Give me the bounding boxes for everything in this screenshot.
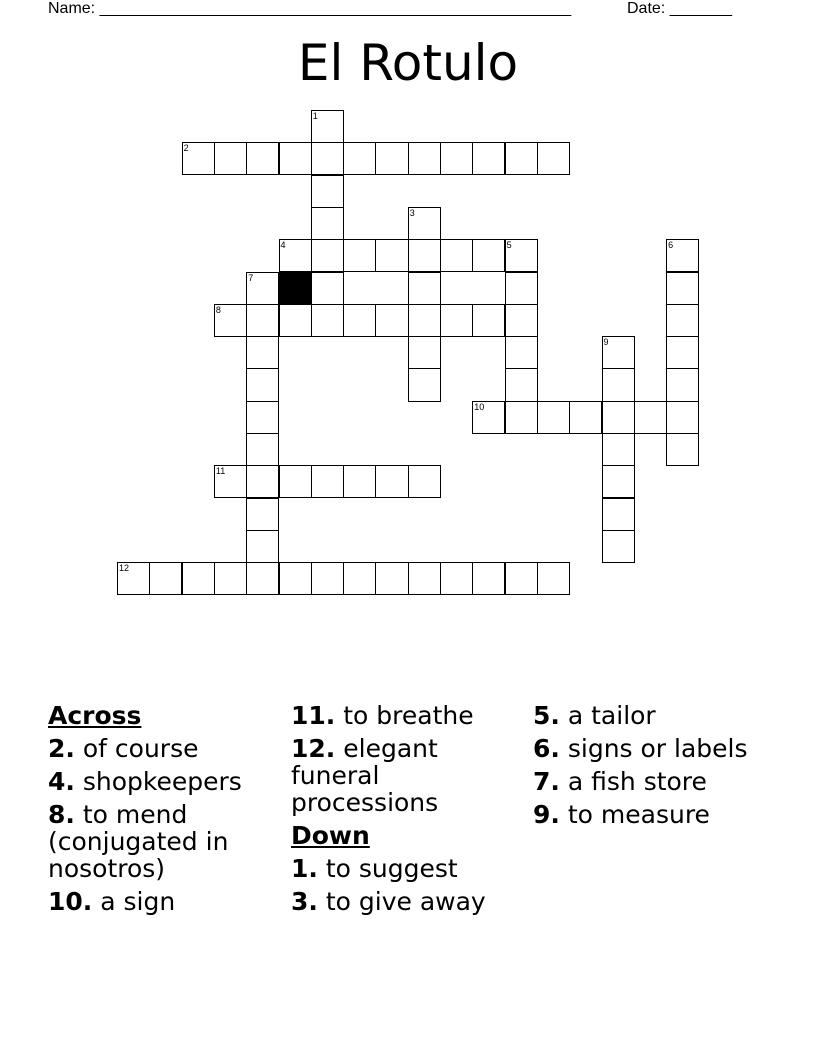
grid-cell[interactable] [408, 465, 441, 498]
grid-cell[interactable] [182, 562, 215, 595]
grid-cell[interactable] [246, 530, 279, 563]
grid-cell[interactable] [537, 142, 570, 175]
grid-cell[interactable] [246, 465, 279, 498]
grid-cell[interactable] [149, 562, 182, 595]
cell-number: 7 [248, 272, 254, 283]
clue-column-1 [48, 702, 288, 921]
grid-cell[interactable] [246, 142, 279, 175]
clue-text: signs or labels [567, 734, 748, 763]
grid-cell[interactable] [666, 304, 699, 337]
clue-down-3 [291, 888, 531, 915]
grid-cell[interactable] [602, 433, 635, 466]
blocked-cell [279, 272, 312, 305]
grid-cell[interactable] [505, 142, 538, 175]
grid-cell[interactable] [343, 142, 376, 175]
grid-cell[interactable] [408, 562, 441, 595]
grid-cell[interactable] [214, 465, 247, 498]
grid-cell[interactable] [440, 562, 473, 595]
grid-cell[interactable] [311, 110, 344, 143]
grid-cell[interactable] [440, 142, 473, 175]
clue-text: of course [82, 734, 199, 763]
grid-cell[interactable] [343, 465, 376, 498]
grid-cell[interactable] [279, 465, 312, 498]
cell-number: 4 [280, 240, 286, 251]
grid-cell[interactable] [182, 142, 215, 175]
grid-cell[interactable] [602, 401, 635, 434]
grid-cell[interactable] [311, 304, 344, 337]
grid-cell[interactable] [408, 304, 441, 337]
clue-text: elegant funeral processions [291, 734, 439, 817]
grid-cell[interactable] [279, 239, 312, 272]
grid-cell[interactable] [505, 239, 538, 272]
grid-cell[interactable] [666, 336, 699, 369]
grid-cell[interactable] [214, 562, 247, 595]
grid-cell[interactable] [246, 498, 279, 531]
clue-number: 4. [48, 767, 75, 796]
grid-cell[interactable] [279, 304, 312, 337]
grid-cell[interactable] [602, 465, 635, 498]
clue-text: a fish store [567, 767, 707, 796]
clue-text: a sign [100, 887, 176, 916]
clue-number: 8. [48, 800, 75, 829]
grid-cell[interactable] [569, 401, 602, 434]
cell-number: 3 [409, 207, 415, 218]
cell-number: 9 [603, 337, 609, 348]
grid-cell[interactable] [666, 272, 699, 305]
grid-cell[interactable] [375, 562, 408, 595]
cell-number: 12 [119, 563, 130, 574]
clue-down-7 [533, 768, 773, 795]
cell-number: 11 [215, 466, 226, 477]
grid-cell[interactable] [408, 336, 441, 369]
clue-down-5 [533, 702, 773, 729]
grid-cell[interactable] [440, 239, 473, 272]
grid-cell[interactable] [246, 368, 279, 401]
grid-cell[interactable] [343, 304, 376, 337]
clue-text: to breathe [343, 701, 474, 730]
grid-cell[interactable] [311, 239, 344, 272]
cell-number: 5 [506, 240, 512, 251]
grid-cell[interactable] [375, 142, 408, 175]
clue-across-2 [48, 735, 288, 762]
grid-cell[interactable] [472, 304, 505, 337]
clue-number: 3. [291, 887, 318, 916]
grid-cell[interactable] [472, 239, 505, 272]
grid-cell[interactable] [408, 207, 441, 240]
grid-cell[interactable] [634, 401, 667, 434]
clue-number: 2. [48, 734, 75, 763]
cell-number: 2 [183, 143, 189, 154]
grid-cell[interactable] [246, 272, 279, 305]
grid-cell[interactable] [408, 368, 441, 401]
cell-number: 10 [474, 401, 485, 412]
grid-cell[interactable] [279, 142, 312, 175]
date-line: Date: _______ [627, 0, 732, 17]
cell-number: 6 [668, 240, 674, 251]
clue-across-10 [48, 888, 288, 915]
down-heading: Down [291, 821, 370, 850]
grid-cell[interactable] [246, 336, 279, 369]
clue-text: to suggest [325, 854, 458, 883]
grid-cell[interactable] [505, 272, 538, 305]
across-heading: Across [48, 701, 142, 730]
grid-cell[interactable] [311, 207, 344, 240]
grid-cell[interactable] [537, 562, 570, 595]
grid-cell[interactable] [408, 239, 441, 272]
clue-across-8 [48, 801, 288, 882]
grid-cell[interactable] [505, 562, 538, 595]
grid-cell[interactable] [602, 368, 635, 401]
grid-cell[interactable] [602, 336, 635, 369]
grid-cell[interactable] [246, 433, 279, 466]
clue-down-9 [533, 801, 773, 828]
grid-cell[interactable] [505, 368, 538, 401]
clue-number: 1. [291, 854, 318, 883]
grid-cell[interactable] [343, 562, 376, 595]
grid-cell[interactable] [311, 465, 344, 498]
grid-cell[interactable] [505, 336, 538, 369]
clue-across-11 [291, 702, 531, 729]
clue-number: 12. [291, 734, 336, 763]
clue-down-6 [533, 735, 773, 762]
grid-cell[interactable] [666, 239, 699, 272]
clue-text: a tailor [567, 701, 656, 730]
grid-cell[interactable] [246, 562, 279, 595]
grid-cell[interactable] [537, 401, 570, 434]
grid-cell[interactable] [279, 562, 312, 595]
grid-cell[interactable] [246, 401, 279, 434]
grid-cell[interactable] [311, 562, 344, 595]
clue-text: to mend (conjugated in nosotros) [48, 800, 229, 883]
grid-cell[interactable] [666, 401, 699, 434]
name-line: Name: _____________________________________________________ [48, 0, 572, 17]
grid-cell[interactable] [408, 142, 441, 175]
grid-cell[interactable] [375, 239, 408, 272]
grid-cell[interactable] [666, 368, 699, 401]
grid-cell[interactable] [214, 142, 247, 175]
grid-cell[interactable] [117, 562, 150, 595]
grid-cell[interactable] [311, 175, 344, 208]
clue-down-1 [291, 855, 531, 882]
clue-text: to give away [325, 887, 486, 916]
cell-number: 1 [312, 111, 318, 121]
clue-number: 5. [533, 701, 560, 730]
grid-cell[interactable] [602, 530, 635, 563]
grid-cell[interactable] [214, 304, 247, 337]
grid-cell[interactable] [375, 465, 408, 498]
clue-number: 9. [533, 800, 560, 829]
grid-cell[interactable] [505, 304, 538, 337]
clue-text: to measure [567, 800, 710, 829]
grid-cell[interactable] [311, 142, 344, 175]
clue-across-4 [48, 768, 288, 795]
grid-cell[interactable] [602, 498, 635, 531]
clue-text: shopkeepers [82, 767, 242, 796]
grid-cell[interactable] [472, 142, 505, 175]
clue-across-12 [291, 735, 531, 816]
grid-cell[interactable] [666, 433, 699, 466]
clue-number: 11. [291, 701, 336, 730]
clue-column-3 [533, 702, 773, 834]
grid-cell[interactable] [472, 562, 505, 595]
grid-cell[interactable] [311, 272, 344, 305]
grid-cell[interactable] [375, 304, 408, 337]
grid-cell[interactable] [505, 401, 538, 434]
cell-number: 8 [215, 304, 221, 315]
page-title: El Rotulo [297, 34, 519, 92]
grid-cell[interactable] [472, 401, 505, 434]
clue-number: 7. [533, 767, 560, 796]
grid-cell[interactable] [246, 304, 279, 337]
clue-number: 6. [533, 734, 560, 763]
grid-cell[interactable] [440, 304, 473, 337]
grid-cell[interactable] [408, 272, 441, 305]
grid-cell[interactable] [343, 239, 376, 272]
clue-column-2 [291, 702, 531, 921]
clue-number: 10. [48, 887, 93, 916]
